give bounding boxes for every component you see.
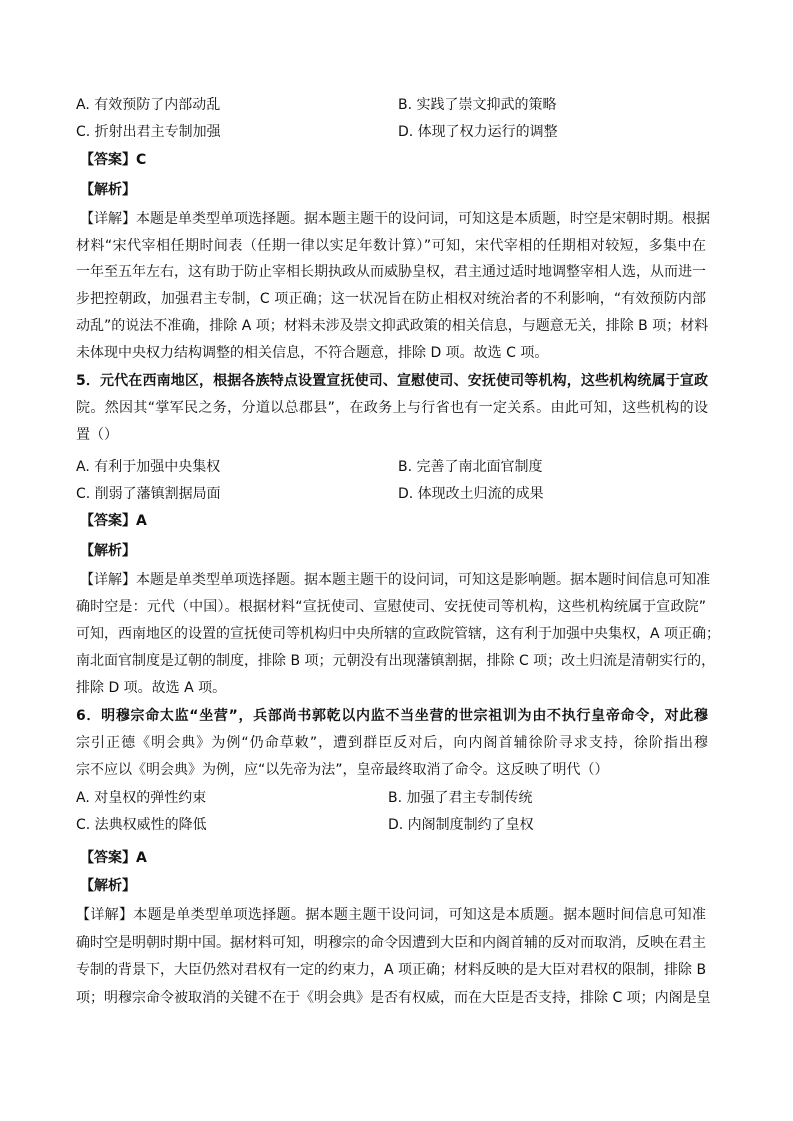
q5-detail-line-3: 可知，西南地区的设置的宣抚使司等机构归中央所辖的宣政院管辖，这有利于加强中央集权，A 项正确；: [76, 626, 721, 642]
q5-option-b[interactable]: B. 完善了南北面官制度: [398, 459, 543, 475]
q6-detail-line-4: 项；明穆宗命令被取消的关键不在于《明会典》是否有权威，而在大臣是否支持，排除 C 项；内阁是皇: [76, 990, 711, 1006]
q6-stem-line-2: 宗引正德《明会典》为例“仍命草敕”，遭到群臣反对后，向内阁首辅徐阶寻求支持，徐阶指出穆: [76, 735, 708, 751]
q6-stem-line-3: 宗不应以《明会典》为例，应“以先帝为法”，皇帝最终取消了命令。这反映了明代（）: [76, 762, 609, 778]
q5-stem-line-3: 置（）: [76, 427, 118, 443]
q5-stem-line-2: 院。然因其“掌军民之务，分道以总郡县”，在政务上与行省也有一定关系。由此可知，这些机构的设: [76, 400, 708, 416]
q5-answer: 【答案】A: [80, 513, 147, 529]
q4-option-c[interactable]: C. 折射出君主专制加强: [76, 124, 221, 140]
q4-detail-line-6: 未体现中央权力结构调整的相关信息，不符合题意，排除 D 项。故选 C 项。: [76, 345, 549, 361]
q5-option-d[interactable]: D. 体现改土归流的成果: [398, 486, 544, 502]
q4-option-d[interactable]: D. 体现了权力运行的调整: [398, 124, 558, 140]
q6-detail-line-1: 【详解】本题是单类型单项选择题。据本题主题干设问词，可知这是本质题。据本题时间信息可知准: [76, 907, 706, 923]
q6-stem-line-1: 6．明穆宗命太监“坐营”，兵部尚书郭乾以内监不当坐营的世宗祖训为由不执行皇帝命令，对此穆: [76, 708, 708, 724]
q4-detail-line-5: 动乱”的说法不准确，排除 A 项；材料未涉及崇文抑武政策的相关信息，与题意无关，排除 B 项；材料: [76, 318, 709, 334]
q4-detail-line-3: 一年至五年左右，这有助于防止宰相长期执政从而威胁皇权，君主通过适时地调整宰相人选，从而进一: [76, 264, 706, 280]
q5-detail-line-1: 【详解】本题是单类型单项选择题。据本题主题干的设问词，可知这是影响题。据本题时间信息可知准: [80, 572, 710, 588]
q5-stem-line-1: 5．元代在西南地区，根据各族特点设置宣抚使司、宣慰使司、安抚使司等机构，这些机构统属于宣政: [76, 373, 708, 389]
q6-option-d[interactable]: D. 内阁制度制约了皇权: [388, 817, 534, 833]
q6-detail-line-3: 专制的背景下，大臣仍然对君权有一定的约束力，A 项正确；材料反映的是大臣对君权的限制，排除 B: [76, 962, 707, 978]
q4-analysis-label: 【解析】: [80, 182, 136, 198]
q6-answer: 【答案】A: [80, 850, 147, 866]
q4-answer: 【答案】C: [80, 152, 147, 168]
q4-detail-line-2: 材料“宋代宰相任期时间表（任期一律以实足年数计算）”可知，宋代宰相的任期相对较短，多集中在: [76, 238, 706, 254]
q4-option-b[interactable]: B. 实践了崇文抑武的策略: [398, 97, 557, 113]
q6-option-a[interactable]: A. 对皇权的弹性约束: [76, 790, 207, 806]
q4-option-a[interactable]: A. 有效预防了内部动乱: [76, 97, 221, 113]
q5-detail-line-2: 确时空是：元代（中国）。根据材料“宣抚使司、宣慰使司、安抚使司等机构，这些机构统属于宣政院”: [76, 599, 706, 615]
q6-option-c[interactable]: C. 法典权威性的降低: [76, 817, 207, 833]
q5-detail-line-5: 排除 D 项。故选 A 项。: [76, 680, 227, 696]
q6-detail-line-2: 确时空是明朝时期中国。据材料可知，明穆宗的命令因遭到大臣和内阁首辅的反对而取消，反映在君主: [76, 935, 706, 951]
q5-analysis-label: 【解析】: [80, 543, 136, 559]
q4-detail-line-4: 步把控朝政，加强君主专制，C 项正确；这一状况旨在防止相权对统治者的不利影响，“有效预防内部: [76, 291, 706, 307]
q5-option-c[interactable]: C. 削弱了藩镇割据局面: [76, 486, 221, 502]
q5-detail-line-4: 南北面官制度是辽朝的制度，排除 B 项；元朝没有出现藩镇割据，排除 C 项；改土归流是清朝实行的，: [76, 653, 716, 669]
q4-detail-line-1: 【详解】本题是单类型单项选择题。据本题主题干的设问词，可知这是本质题，时空是宋朝时期。根据: [80, 211, 710, 227]
q6-analysis-label: 【解析】: [80, 878, 136, 894]
q6-option-b[interactable]: B. 加强了君主专制传统: [388, 790, 533, 806]
q5-option-a[interactable]: A. 有利于加强中央集权: [76, 459, 221, 475]
